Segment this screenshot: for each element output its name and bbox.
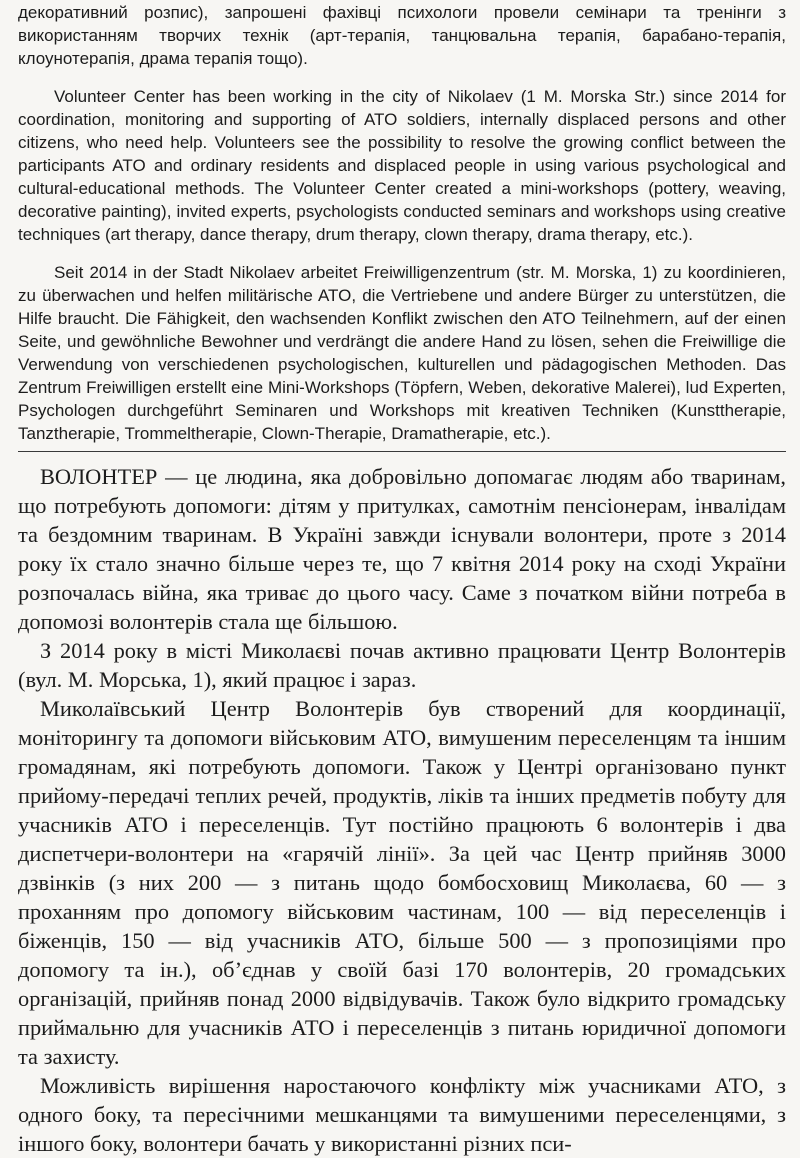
main-article-text [18,462,786,1158]
abstracts-block [18,0,786,445]
body-paragraph-1: ВОЛОНТЕР — це людина, яка добровільно допомагає людям або тваринам, що потребують допомоги: дітям у притулках, самотнім пенсіонерам, інвалідам та бездомним тваринам. В Україні завжди існували волонтери, проте з 2014 року їх стало значно більше через те, що 7 квітня 2014 року на сході України розпочалась війна, яка триває до цього часу. Саме з початком війни потреба в допомозі волонтерів стала ще більшою. [18,464,786,634]
section-divider [18,451,786,452]
body-paragraph-3: Миколаївський Центр Волонтерів був створений для координації, моніторингу та допомоги військовим АТО, вимушеним переселенцям та іншим громадянам, які потребують допомоги. Також у Центрі організовано пункт прийому-передачі теплих речей, продуктів, ліків та інших предметів побуту для учасників АТО і переселенців. Тут постійно працюють 6 волонтерів і два диспетчери-волонтери на «гарячій лінії». За цей час Центр прийняв 3000 дзвінків (з них 200 — з питань щодо бомбосховищ Миколаєва, 60 — з проханням про допомогу військовим частинам, 100 — від переселенців і біженців, 150 — від учасників АТО, більше 500 — з пропозиціями про допомогу та ін.), об’єднав у своїй базі 170 волонтерів, 20 громадських організацій, прийняв понад 2000 відвідувачів. Також було відкрито громадську приймальню для учасників АТО і переселенців з питань юридичної допомоги та захисту. [18,696,786,1069]
body-paragraph-2: З 2014 року в місті Миколаєві почав активно працювати Центр Волонтерів (вул. М. Морська, 1), який працює і зараз. [18,638,786,692]
abstract-english: Volunteer Center has been working in the city of Nikolaev (1 M. Morska Str.) since 2014 for coordination, monitoring and supporting of ATO soldiers, internally displaced persons and other citizens, who need help. Volunteers see the possibility to resolve the growing conflict between the participants ATO and ordinary residents and displaced people in using various psychological and cultural-educational methods. The Volunteer Center created a mini-workshops (pottery, weaving, decorative painting), invited experts, psychologists conducted seminars and workshops using creative techniques (art therapy, dance therapy, drum therapy, clown therapy, drama therapy, etc.). [18,87,786,244]
body-paragraph-4: Можливість вирішення наростаючого конфлікту між учасниками АТО, з одного боку, та пересічними мешканцями та вимушеними переселенцями, з іншого боку, волонтери бачать у використанні різних пси- [18,1073,786,1156]
abstract-ukrainian-end: декоративний розпис), запрошені фахівці психологи провели семінари та тренінги з використанням творчих технік (арт-терапія, танцювальна терапія, барабано-терапія, клоунотерапія, драма терапія тощо). [18,3,786,68]
abstract-german: Seit 2014 in der Stadt Nikolaev arbeitet Freiwilligenzentrum (str. M. Morska, 1) zu koordinieren, zu überwachen und helfen militärische ATO, die Vertriebene und andere Bürger zu unterstützen, die Hilfe braucht. Die Fähigkeit, den wachsenden Konflikt zwischen den ATO Teilnehmern, auf der einen Seite, und gewöhnliche Bewohner und verdrängt die andere Hand zu lösen, sehen die Freiwillige die Verwendung von verschiedenen psychologischen, kulturellen und pädagogischen Methoden. Das Zentrum Freiwilligen erstellt eine Mini-Workshops (Töpfern, Weben, dekorative Malerei), lud Experten, Psychologen durchgeführt Seminaren und Workshops mit kreativen Techniken (Kunsttherapie, Tanztherapie, Trommeltherapie, Clown-Therapie, Dramatherapie, etc.). [18,263,786,443]
